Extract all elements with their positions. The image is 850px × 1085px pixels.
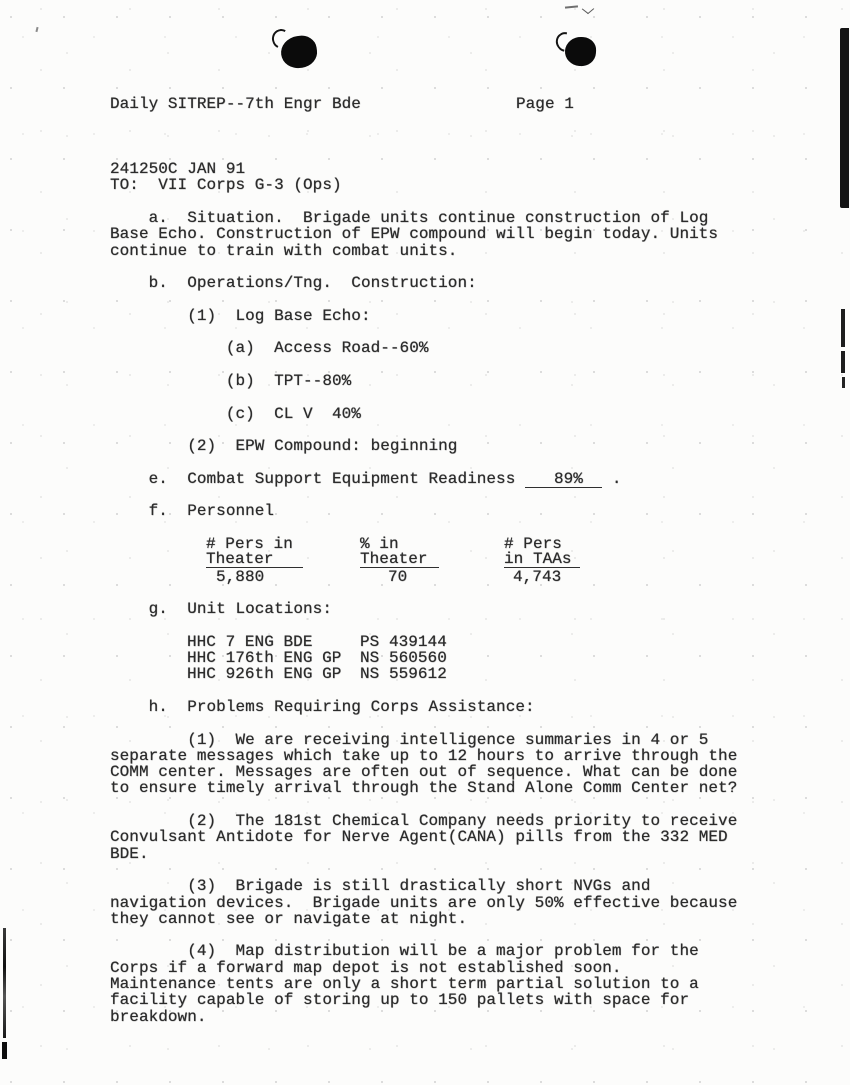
personnel-col2-header: % in bbox=[360, 535, 399, 554]
problem-1-line: to ensure timely arrival through the Stand Alone Comm Center net? bbox=[110, 779, 738, 798]
unit-grid: PS 439144 bbox=[360, 632, 447, 651]
document-body bbox=[110, 96, 737, 1025]
unit-grid: NS 560560 bbox=[360, 649, 447, 668]
blank-line bbox=[110, 292, 737, 308]
blank-line bbox=[110, 683, 737, 699]
right-edge-mark bbox=[841, 351, 845, 373]
personnel-col3-header: # Pers bbox=[504, 535, 562, 554]
document-title: Daily SITREP--7th Engr Bde bbox=[110, 95, 361, 113]
left-edge-scan-line bbox=[3, 928, 6, 1038]
problem-4-line: (4) Map distribution will be a major problem for the bbox=[110, 942, 699, 961]
problem-3-line: they cannot see or navigate at night. bbox=[110, 909, 468, 928]
blank-line bbox=[110, 715, 737, 731]
blank-line bbox=[110, 797, 737, 813]
hole-punch-mark-right bbox=[564, 36, 597, 67]
blank-line bbox=[110, 194, 737, 210]
construction-item-1: (1) Log Base Echo: bbox=[110, 306, 371, 325]
problem-1-line: (1) We are receiving intelligence summaries in 4 or 5 bbox=[110, 730, 709, 749]
blank-line bbox=[110, 455, 737, 471]
right-edge-mark bbox=[842, 377, 845, 388]
personnel-col3-subheader: in TAAs bbox=[504, 552, 580, 568]
blank-line bbox=[110, 129, 737, 145]
blank-line bbox=[110, 618, 737, 634]
pers-in-taas-value: 4,743 bbox=[513, 567, 562, 586]
hole-punch-curl-right bbox=[552, 28, 579, 55]
personnel-table-values-row bbox=[110, 569, 737, 585]
problem-4-line: facility capable of storing up to 150 pallets with space for bbox=[110, 991, 690, 1010]
unit-location-row bbox=[110, 634, 737, 650]
readiness-value: 89% bbox=[525, 469, 603, 488]
construction-item-2: (2) EPW Compound: beginning bbox=[110, 437, 458, 456]
to-line: TO: VII Corps G-3 (Ops) bbox=[110, 176, 342, 195]
construction-item-1c: (c) CL V 40% bbox=[110, 404, 361, 423]
personnel-col2-subheader: Theater bbox=[360, 552, 439, 568]
left-edge-ink-blob bbox=[2, 1042, 7, 1059]
problem-1-line: separate messages which take up to 12 hours to arrive through the bbox=[110, 746, 738, 765]
blank-line bbox=[110, 487, 737, 503]
construction-item-1a: (a) Access Road--60% bbox=[110, 339, 429, 358]
date-time-group: 241250C JAN 91 bbox=[110, 160, 246, 179]
hole-punch-mark-left bbox=[279, 34, 319, 71]
blank-line bbox=[110, 324, 737, 340]
right-edge-mark bbox=[841, 309, 845, 347]
readiness-label: e. Combat Support Equipment Readiness bbox=[110, 469, 526, 488]
para-a-line: continue to train with combat units. bbox=[110, 241, 458, 260]
problem-2-line: BDE. bbox=[110, 844, 149, 863]
blank-line bbox=[110, 927, 737, 943]
readiness-line bbox=[110, 471, 737, 487]
right-edge-binder-strip bbox=[840, 28, 849, 208]
blank-line bbox=[110, 259, 737, 275]
unit-name: HHC 926th ENG GP bbox=[187, 665, 342, 684]
unit-location-row bbox=[110, 666, 737, 682]
problem-4-line: breakdown. bbox=[110, 1007, 207, 1026]
construction-item-1b: (b) TPT--80% bbox=[110, 372, 352, 391]
unit-location-row bbox=[110, 650, 737, 666]
blank-line bbox=[110, 389, 737, 405]
problem-3-line: (3) Brigade is still drastically short NVGs and bbox=[110, 877, 651, 896]
problem-2-line: (2) The 181st Chemical Company needs priority to receive bbox=[110, 812, 738, 831]
pen-mark bbox=[565, 5, 578, 9]
page-number: Page 1 bbox=[516, 95, 574, 113]
problem-4-line: Maintenance tents are only a short term partial solution to a bbox=[110, 975, 699, 994]
readiness-period: . bbox=[602, 469, 622, 488]
blank-line bbox=[110, 145, 737, 161]
blank-line bbox=[110, 112, 737, 128]
personnel-heading: f. Personnel bbox=[110, 502, 275, 521]
hole-punch-curl-left bbox=[269, 27, 293, 52]
header-line bbox=[110, 96, 737, 112]
para-b-line: b. Operations/Tng. Construction: bbox=[110, 274, 477, 293]
pen-mark bbox=[582, 4, 595, 14]
unit-name: HHC 7 ENG BDE bbox=[187, 632, 313, 651]
unit-grid: NS 559612 bbox=[360, 665, 447, 684]
personnel-col1-subheader: Theater bbox=[206, 552, 303, 568]
unit-name: HHC 176th ENG GP bbox=[187, 649, 342, 668]
personnel-table-header-row-2 bbox=[110, 552, 737, 568]
blank-line bbox=[110, 357, 737, 373]
para-a-line: a. Situation. Brigade units continue construction of Log bbox=[110, 209, 709, 228]
problem-2-line: Convulsant Antidote for Nerve Agent(CANA) pills from the 332 MED bbox=[110, 828, 728, 847]
problem-4-line: Corps if a forward map depot is not established soon. bbox=[110, 958, 622, 977]
blank-line bbox=[110, 422, 737, 438]
para-a-line: Base Echo. Construction of EPW compound will begin today. Units bbox=[110, 225, 719, 244]
unit-locations-heading: g. Unit Locations: bbox=[110, 600, 332, 619]
pct-in-theater-value: 70 bbox=[388, 567, 408, 586]
personnel-col1-header: # Pers in bbox=[206, 535, 293, 554]
blank-line bbox=[110, 585, 737, 601]
blank-line bbox=[110, 862, 737, 878]
problems-heading: h. Problems Requiring Corps Assistance: bbox=[110, 697, 535, 716]
speck-mark bbox=[35, 27, 38, 32]
pers-in-theater-value: 5,880 bbox=[216, 567, 265, 586]
blank-line bbox=[110, 520, 737, 536]
problem-3-line: navigation devices. Brigade units are only 50% effective because bbox=[110, 893, 738, 912]
problem-1-line: COMM center. Messages are often out of sequence. What can be done bbox=[110, 763, 738, 782]
